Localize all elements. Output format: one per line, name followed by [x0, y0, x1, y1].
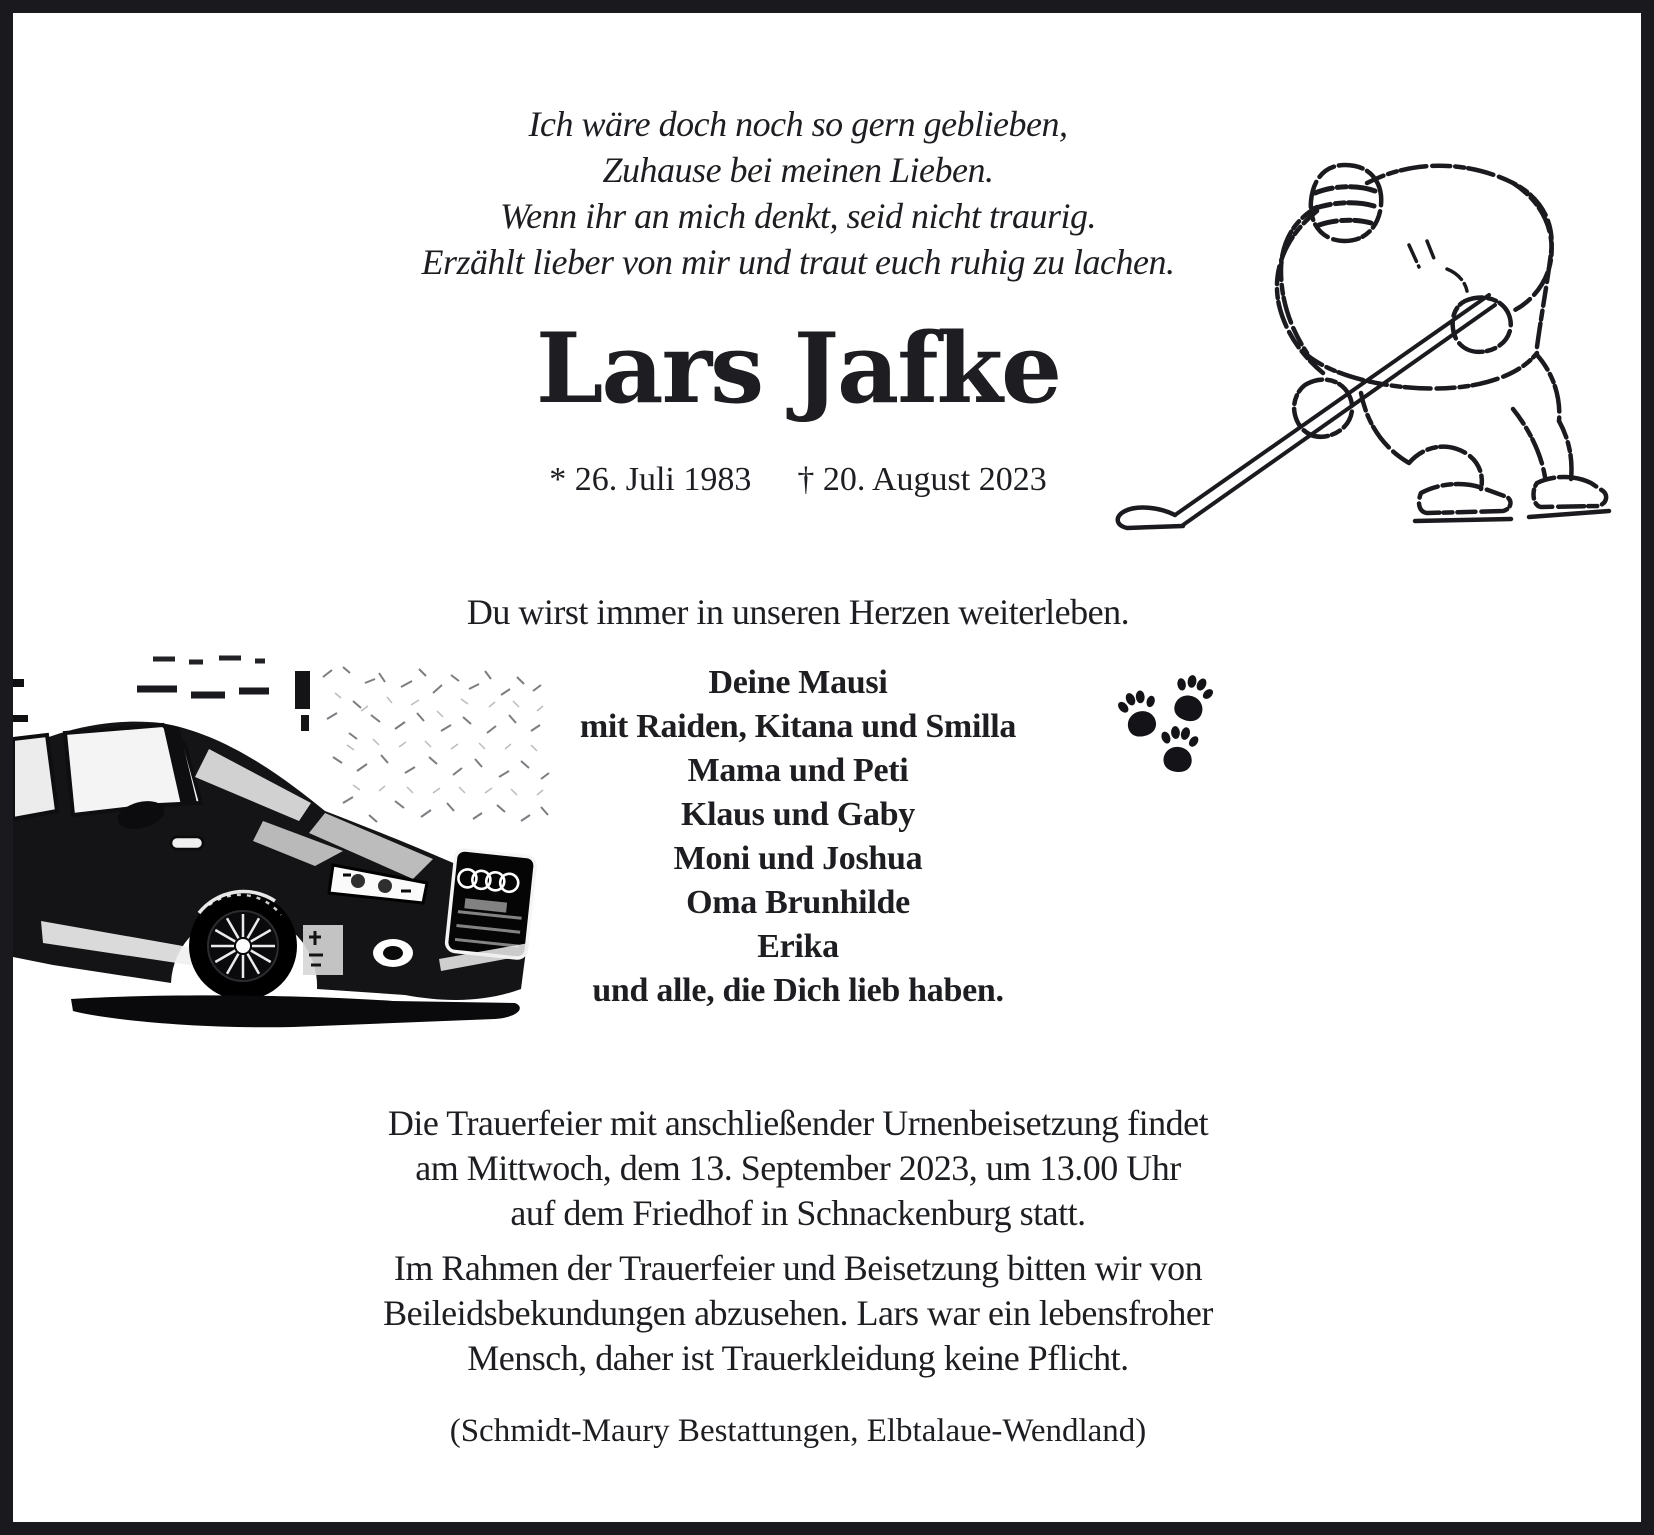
poem-line: Ich wäre doch noch so gern geblieben, [528, 104, 1068, 144]
funeral-info [160, 1101, 1436, 1236]
grass-texture [323, 667, 549, 822]
condolence-note-line: Im Rahmen der Trauerfeier und Beisetzung bitten wir von [393, 1248, 1203, 1288]
paw-prints-icon [1099, 661, 1229, 777]
condolence-note-line: Beileidsbekundungen abzusehen. Lars war ein lebensfroher [383, 1293, 1213, 1333]
car-shadow [71, 995, 520, 1027]
poem-line: Wenn ihr an mich denkt, seid nicht traurig. [499, 196, 1097, 236]
tribute-line: Du wirst immer in unseren Herzen weiterleben. [466, 592, 1130, 632]
poem-line: Zuhause bei meinen Lieben. [602, 150, 994, 190]
condolence-note [160, 1246, 1436, 1381]
mourner-line: mit Raiden, Kitana und Smilla [579, 708, 1017, 745]
funeral-info-line: auf dem Friedhof in Schnackenburg statt. [510, 1193, 1086, 1233]
funeral-info-line: am Mittwoch, dem 13. September 2023, um 13.00 Uhr [415, 1148, 1181, 1188]
car-photo [13, 653, 555, 1033]
life-dates [160, 461, 1436, 499]
funeral-home-line: (Schmidt-Maury Bestattungen, Elbtalaue-Wendland) [449, 1413, 1147, 1449]
funeral-info-line: Die Trauerfeier mit anschließender Urnenbeisetzung findet [387, 1103, 1209, 1143]
birth-date: * 26. Juli 1983 [549, 461, 752, 498]
mourner-line: Erika [757, 928, 839, 965]
audi-grille [446, 849, 536, 959]
mourner-line: Mama und Peti [687, 752, 909, 789]
deceased-name: Lars Jafke [535, 312, 1061, 425]
death-date: † 20. August 2023 [797, 461, 1047, 498]
mourner-line: und alle, die Dich lieb haben. [592, 972, 1004, 1009]
mourner-line: Moni und Joshua [673, 840, 923, 877]
mourner-line: Deine Mausi [708, 664, 888, 701]
poem-line: Erzählt lieber von mir und traut euch ruhig zu lachen. [421, 242, 1175, 282]
mourner-line: Oma Brunhilde [686, 884, 910, 921]
mourner-line: Klaus und Gaby [681, 796, 915, 833]
front-wheel [189, 892, 297, 1000]
condolence-note-line: Mensch, daher ist Trauerkleidung keine Pflicht. [467, 1338, 1129, 1378]
